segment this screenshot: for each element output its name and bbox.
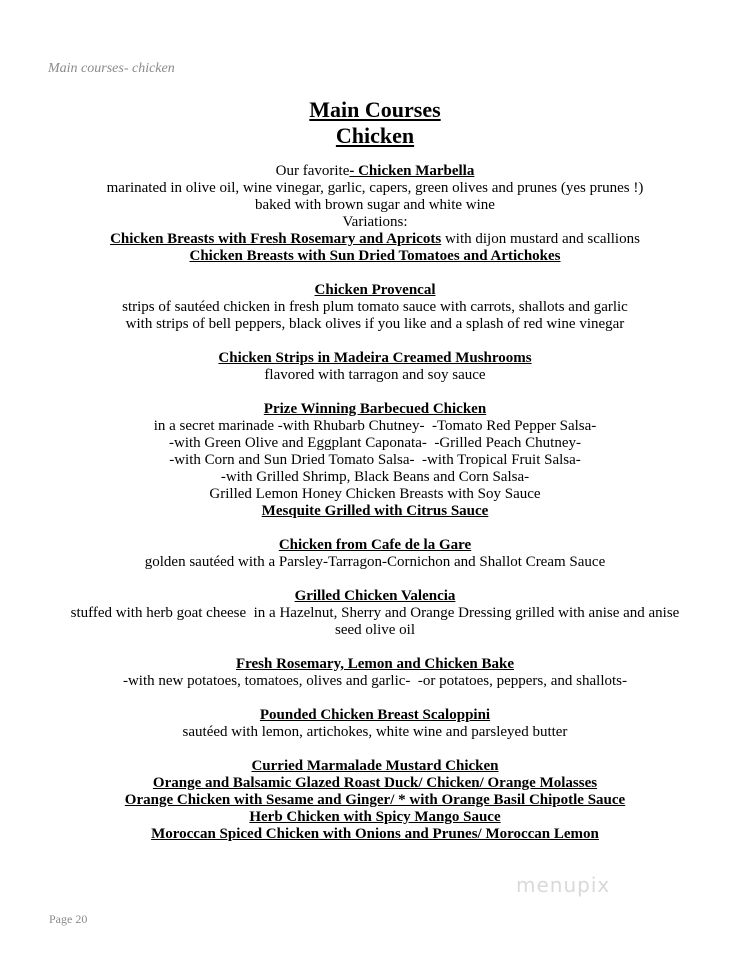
barbecued-line-1: in a secret marinade -with Rhubarb Chutney- -Tomato Red Pepper Salsa- [153,418,597,434]
scaloppini-name: Pounded Chicken Breast Scaloppini [259,707,491,723]
marbella-desc-2: baked with brown sugar and white wine [255,197,495,213]
provencal-desc-1: strips of sautéed chicken in fresh plum tomato sauce with carrots, shallots and garlic [122,299,628,315]
marbella-variations-label: Variations: [342,214,408,230]
valencia-desc-2: seed olive oil [335,622,415,638]
madeira-desc: flavored with tarragon and soy sauce [264,367,486,383]
rosemary-name: Fresh Rosemary, Lemon and Chicken Bake [235,656,515,672]
gare-desc: golden sautéed with a Parsley-Tarragon-Cornichon and Shallot Cream Sauce [144,554,606,570]
running-head: Main courses- chicken [48,61,175,76]
final-item-1: Curried Marmalade Mustard Chicken [251,758,499,774]
gare-name: Chicken from Cafe de la Gare [278,537,472,553]
page-title-chicken: Chicken [335,123,415,148]
valencia-name: Grilled Chicken Valencia [294,588,456,604]
provencal-desc-2: with strips of bell peppers, black olives if you like and a splash of red wine vinegar [125,316,625,332]
marbella-heading [30,163,720,180]
final-item-4: Herb Chicken with Spicy Mango Sauce [249,809,501,825]
rosemary-desc: -with new potatoes, tomatoes, olives and garlic- -or potatoes, peppers, and shallots- [122,673,628,689]
final-item-5: Moroccan Spiced Chicken with Onions and Prunes/ Moroccan Lemon [151,826,599,842]
marbella-variation-2: Chicken Breasts with Sun Dried Tomatoes and Artichokes [189,248,561,264]
final-item-3: Orange Chicken with Sesame and Ginger/ * with Orange Basil Chipotle Sauce [124,792,626,808]
barbecued-line-3: -with Corn and Sun Dried Tomato Salsa- -with Tropical Fruit Salsa- [169,452,581,468]
barbecued-line-2: -with Green Olive and Eggplant Caponata- -Grilled Peach Chutney- [169,435,581,451]
variation-1-name: Chicken Breasts with Fresh Rosemary and Apricots [110,231,442,247]
variation-1-desc: with dijon mustard and scallions [441,231,640,247]
marbella-variation-1 [30,231,720,248]
valencia-desc-1: stuffed with herb goat cheese in a Hazelnut, Sherry and Orange Dressing grilled with anise and anise [70,605,680,621]
barbecued-name: Prize Winning Barbecued Chicken [263,401,487,417]
barbecued-line-5: Grilled Lemon Honey Chicken Breasts with Soy Sauce [209,486,541,502]
scaloppini-desc: sautéed with lemon, artichokes, white wine and parsleyed butter [182,724,568,740]
final-item-2: Orange and Balsamic Glazed Roast Duck/ Chicken/ Orange Molasses [152,775,598,791]
madeira-name: Chicken Strips in Madeira Creamed Mushrooms [218,350,532,366]
menupix-watermark: menupix [516,873,611,897]
barbecued-line-4: -with Grilled Shrimp, Black Beans and Corn Salsa- [220,469,530,485]
marbella-name: - Chicken Marbella [349,163,475,179]
menu-content [30,163,720,843]
marbella-lead: Our favorite [275,163,350,179]
provencal-name: Chicken Provencal [314,282,436,298]
page-number: Page 20 [49,912,88,926]
marbella-desc-1: marinated in olive oil, wine vinegar, garlic, capers, green olives and prunes (yes prunes !) [106,180,644,196]
page-title-main-courses: Main Courses [309,97,441,122]
mesquite-name: Mesquite Grilled with Citrus Sauce [261,503,489,519]
